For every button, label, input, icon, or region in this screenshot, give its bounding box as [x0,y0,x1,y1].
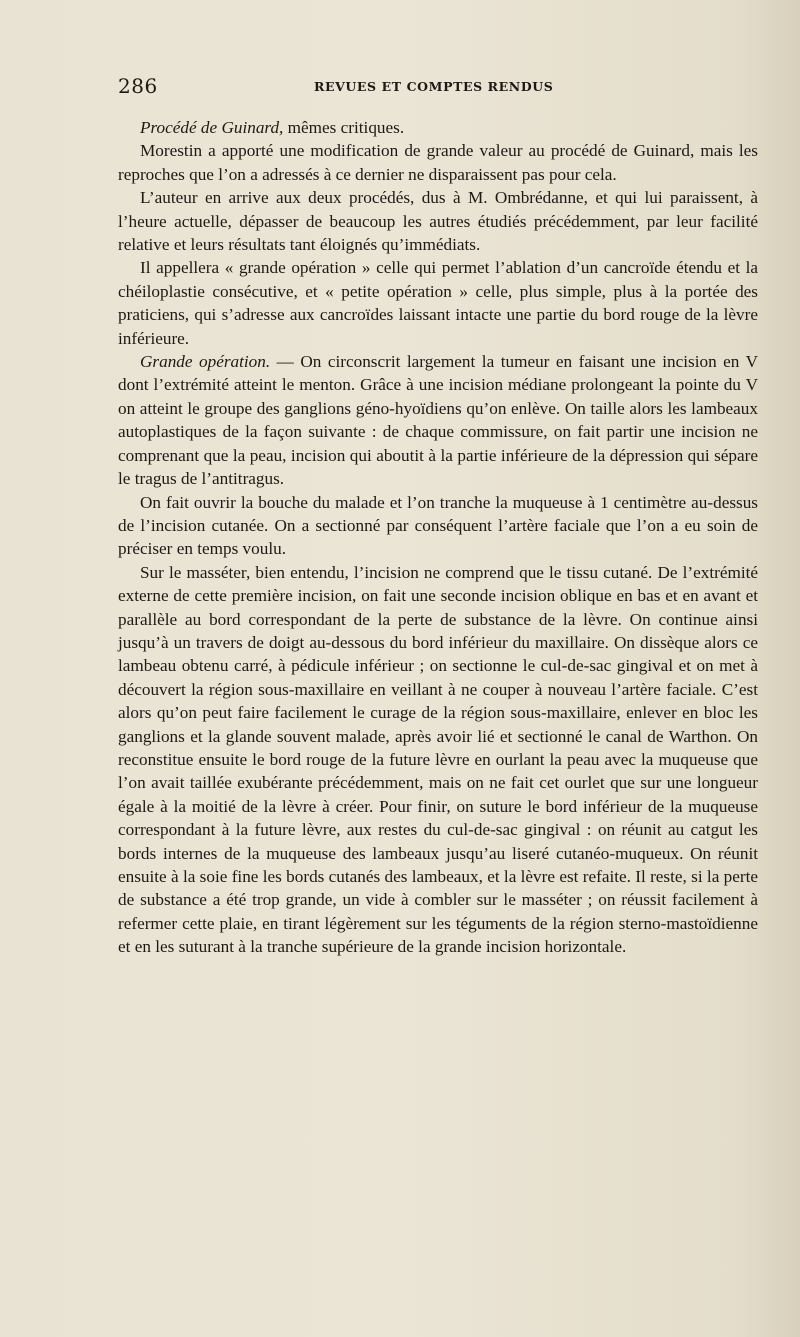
body-text [118,116,758,959]
paragraph-1-lead: Procédé de Guinard, [140,118,284,137]
paragraph-1-text: mêmes critiques. [283,118,405,137]
paragraph-2 [118,139,758,186]
paragraph-6-text: On fait ouvrir la bouche du malade et l’on tranche la muqueuse à 1 centimètre au-dessus de l’incision cutanée. On a sectionné par conséquent l’artère faciale que l’on a eu soin de préciser en temps voulu. [118,492,758,559]
paragraph-7-text: Sur le masséter, bien entendu, l’incision ne comprend que le tissu cutané. De l’extrémité externe de cette première incision, on fait une seconde incision oblique en bas et en avant et parallèle au bord correspondant de la perte de substance de la lèvre. On continue ainsi jusqu’à un travers de doigt au-dessous du bord inférieur du maxillaire. On dissèque alors ce lambeau obtenu carré, à pédicule inférieur ; on sectionne le cul-de-sac gingival et on met à découvert la région sous-maxillaire en veillant à ne couper à nouveau l’artère faciale. C’est alors qu’on peut faire facilement le curage de la région sous-maxillaire, enlever en bloc les ganglions et la glande souvent malade, après avoir lié et sectionné le canal de Warthon. On reconstitue ensuite le bord rouge de la future lèvre en ourlant la peau avec la muqueuse que l’on avait taillée exubérante précédemment, mais on ne fait cet ourlet que sur une longueur égale à la moitié de la lèvre à créer. Pour finir, on suture le bord inférieur de la muqueuse correspondant à la future lèvre, aux restes du cul-de-sac gingival : on réunit au catgut les bords internes de la muqueuse des lambeaux jusqu’au liseré cutanéo-muqueux. On réunit ensuite à la soie fine les bords cutanés des lambeaux, et la lèvre est refaite. Il reste, si la perte de substance a été trop grande, un vide à combler sur le masséter ; on réussit facilement à refermer cette plaie, en tirant légèrement sur les téguments de la région sterno-mastoïdienne et en les suturant à la tranche supérieure de la grande incision horizontale. [118,562,758,957]
page-header [118,74,758,106]
paragraph-4-text: Il appellera « grande opération » celle qui permet l’ablation d’un cancroïde étendu et la chéiloplastie consécutive, et « petite opération » celle, plus simple, plus à la portée des praticiens, qui s’adresse aux cancroïdes laissant intacte une partie du bord rouge de la lèvre inférieure. [118,258,758,348]
paragraph-5-lead: Grande opération. [140,352,271,372]
paragraph-1 [118,116,758,139]
paragraph-4 [118,256,758,350]
page-number: 286 [118,74,158,98]
paragraph-5 [118,350,758,490]
paragraph-7 [118,561,758,959]
paragraph-3-text: L’auteur en arrive aux deux procédés, dus à M. Ombrédanne, et qui lui paraissent, à l’heure actuelle, dépasser de beaucoup les autres étudiés précédemment, par leur facilité relative et leurs résultats tant éloignés qu’immédiats. [118,188,758,255]
paragraph-2-text: Morestin a apporté une modification de grande valeur au procédé de Guinard, mais les reproches que l’on a adressés à ce dernier ne disparaissent pas pour cela. [118,141,758,184]
paragraph-6 [118,491,758,561]
paragraph-5-text: — On circonscrit largement la tumeur en faisant une incision en V dont l’extrémité atteint le menton. Grâce à une incision médiane prolongeant la pointe du V on atteint le groupe des ganglions géno-hyoïdiens qu’on enlève. On taille alors les lambeaux autoplastiques de la façon suivante : de chaque commissure, on fait partir une incision ne comprenant que la peau, incision qui aboutit à la partie inférieure de la dépression qui sépare le tragus de l’antitragus. [118,352,758,489]
running-head: REVUES ET COMPTES RENDUS [314,79,554,94]
paragraph-3 [118,186,758,256]
